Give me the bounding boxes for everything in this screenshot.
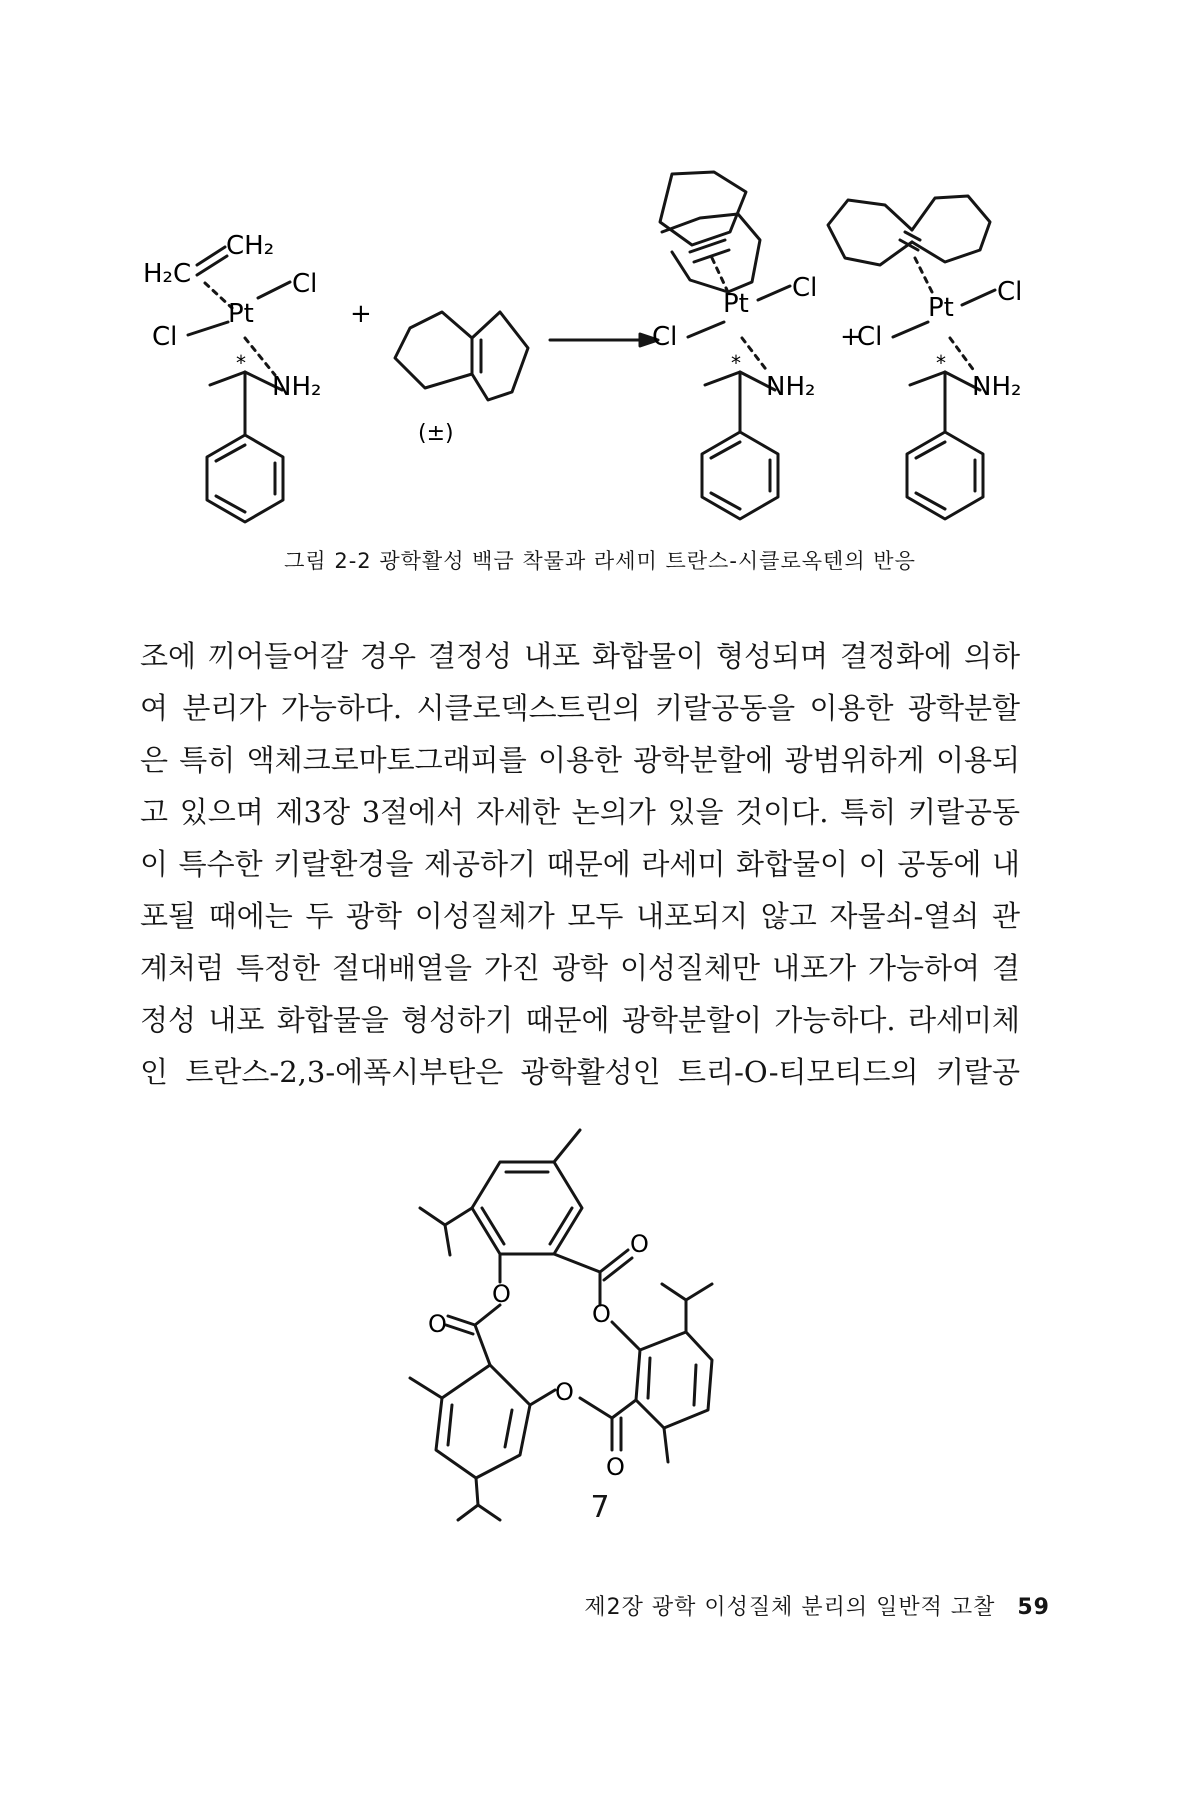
chapter-title: 제2장 광학 이성질체 분리의 일반적 고찰 bbox=[584, 1595, 996, 1620]
atom-cl: Cl bbox=[997, 277, 1023, 307]
plus-sign: + bbox=[840, 322, 862, 352]
text-line: 계처럼 특정한 절대배열을 가진 광학 이성질체만 내포가 가능하여 결 bbox=[140, 951, 1020, 985]
atom-ch2: CH₂ bbox=[226, 231, 275, 261]
text-line: 조에 끼어들어갈 경우 결정성 내포 화합물이 형성되며 결정화에 의하 bbox=[140, 639, 1020, 673]
atom-o: O bbox=[592, 1300, 611, 1328]
atom-cl: Cl bbox=[292, 269, 318, 299]
text-line: 여 분리가 가능하다. 시클로덱스트린의 키랄공동을 이용한 광학분할 bbox=[140, 691, 1020, 725]
atom-o: O bbox=[428, 1310, 447, 1338]
atom-cl: Cl bbox=[652, 322, 678, 352]
atom-nh2: NH₂ bbox=[972, 372, 1022, 402]
text-line: 은 특히 액체크로마토그래피를 이용한 광학분할에 광범위하게 이용되 bbox=[140, 743, 1020, 777]
atom-o: O bbox=[555, 1378, 574, 1406]
racemic-label: (±) bbox=[418, 421, 454, 446]
atom-o: O bbox=[630, 1230, 649, 1258]
atom-pt: Pt bbox=[928, 293, 954, 323]
atom-h2c: H₂C bbox=[143, 259, 192, 289]
plus-sign: + bbox=[350, 299, 372, 329]
page-number: 59 bbox=[1017, 1595, 1050, 1620]
body-paragraph bbox=[140, 630, 1020, 1098]
text-line: 고 있으며 제3장 3절에서 자세한 논의가 있을 것이다. 특히 키랄공동 bbox=[140, 795, 1020, 829]
atom-pt: Pt bbox=[723, 289, 749, 319]
stereo-star: * bbox=[936, 351, 946, 375]
atom-cl: Cl bbox=[857, 322, 883, 352]
stereo-star: * bbox=[236, 351, 246, 375]
reaction-scheme bbox=[0, 0, 1200, 540]
text-line: 포될 때에는 두 광학 이성질체가 모두 내포되지 않고 자물쇠-열쇠 관 bbox=[140, 899, 1020, 933]
atom-o: O bbox=[606, 1453, 625, 1481]
compound-7-structure bbox=[380, 1110, 820, 1530]
text-line: 정성 내포 화합물을 형성하기 때문에 광학분할이 가능하다. 라세미체 bbox=[140, 1003, 1020, 1037]
atom-nh2: NH₂ bbox=[766, 372, 816, 402]
text-line: 인 트란스-2,3-에폭시부탄은 광학활성인 트리-O-티모티드의 키랄공 bbox=[140, 1055, 1020, 1089]
atom-o: O bbox=[492, 1280, 511, 1308]
stereo-star: * bbox=[731, 351, 741, 375]
atom-cl: Cl bbox=[152, 322, 178, 352]
atom-cl: Cl bbox=[792, 273, 818, 303]
text-line: 이 특수한 키랄환경을 제공하기 때문에 라세미 화합물이 이 공동에 내 bbox=[140, 847, 1020, 881]
compound-number: 7 bbox=[590, 1490, 610, 1525]
atom-pt: Pt bbox=[228, 299, 254, 329]
figure-caption: 그림 2-2 광학활성 백금 착물과 라세미 트란스-시클로옥텐의 반응 bbox=[284, 549, 916, 573]
atom-nh2: NH₂ bbox=[272, 372, 322, 402]
page-footer bbox=[460, 1590, 1050, 1621]
